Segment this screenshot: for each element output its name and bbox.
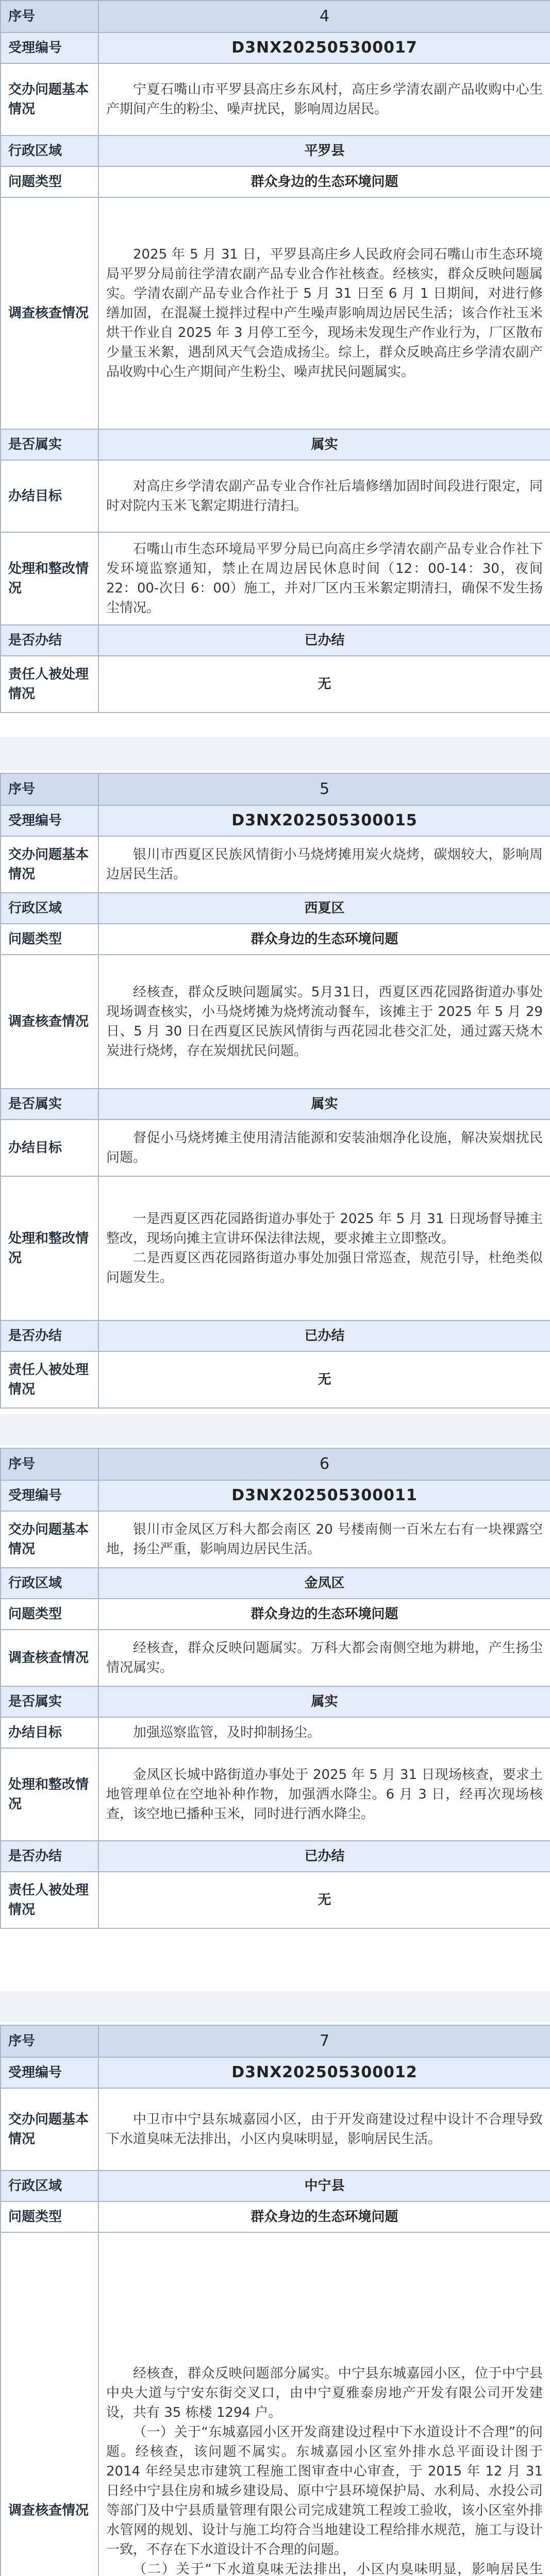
case-goal: 加强巡察监管，及时抑制扬尘。 — [98, 1717, 550, 1748]
case-closed: 已办结 — [98, 1320, 550, 1351]
case-investigation — [98, 2232, 550, 2576]
label-seq: 序号 — [1, 773, 98, 805]
case-closed: 已办结 — [98, 1841, 550, 1872]
label-issue: 交办问题基本情况 — [1, 1511, 98, 1568]
case-handling — [98, 1176, 550, 1320]
case-accountability: 无 — [98, 656, 550, 713]
case-region: 平罗县 — [98, 135, 550, 166]
label-investigation: 调查核查情况 — [1, 2232, 98, 2576]
label-type: 问题类型 — [1, 1599, 98, 1630]
handling-paragraph: 二是西夏区西花园路街道办事处加强日常巡查，规范引导，杜绝类似问题发生。 — [106, 1250, 543, 1285]
case-accountability: 无 — [98, 1351, 550, 1408]
investigation-paragraph: （一）关于“东城嘉园小区开发商建设过程中下水道设计不合理”的问题。经核查，该问题不属实。东城嘉园小区室外排水总平面设计图于 2014 年经吴忠市建筑工程施工图审查中心审查，于 2015 年 12 月 31 日经中宁县住房和城乡建设局、原中宁县环境保护局、水利局、水投公司等部门及中宁县质量管理有限公司完成建筑工程竣工验收，该小区室外排水管网的规划、设计与施工均符合当地建设工程给排水规范，施工与设计一致，不存在下水道设计不合理的问题。 — [106, 2425, 543, 2557]
label-accountability: 责任人被处理情况 — [1, 1351, 98, 1408]
label-investigation: 调查核查情况 — [1, 1630, 98, 1686]
case-card-4 — [0, 0, 550, 733]
label-handling: 处理和整改情况 — [1, 532, 98, 625]
case-table — [0, 773, 550, 1409]
case-investigation: 经核查，群众反映问题属实。5月31日，西夏区西花园路街道办事处现场调查核实，小马烧烤摊为烧烤流动餐车，该摊主于 2025 年 5 月 29 日、5 月 30 日在西夏区民族风情街与西花园北巷交汇处，通过露天烧木炭进行烧烤，存在炭烟扰民问题。 — [98, 955, 550, 1089]
label-handling: 处理和整改情况 — [1, 1176, 98, 1320]
case-handling: 金凤区长城中路街道办事处于 2025 年 5 月 31 日现场核查，要求土地管理单位在空地补种作物，加强洒水降尘。6 月 3 日，经再次现场核查，该空地已播种玉米，同时进行洒水降尘。 — [98, 1748, 550, 1841]
case-type: 群众身边的生态环境问题 — [98, 1599, 550, 1630]
label-closed: 是否办结 — [1, 625, 98, 656]
label-region: 行政区域 — [1, 135, 98, 166]
case-code: D3NX202505300017 — [98, 32, 550, 63]
label-type: 问题类型 — [1, 924, 98, 955]
case-table — [0, 0, 550, 713]
case-seq: 7 — [98, 2025, 550, 2057]
case-issue: 银川市西夏区民族风情街小马烧烤摊用炭火烧烤，碳烟较大，影响周边居民生活。 — [98, 836, 550, 893]
case-verified: 属实 — [98, 1089, 550, 1120]
label-type: 问题类型 — [1, 2201, 98, 2232]
label-region: 行政区域 — [1, 893, 98, 924]
label-investigation: 调查核查情况 — [1, 197, 98, 429]
case-verified: 属实 — [98, 1686, 550, 1717]
case-region: 中宁县 — [98, 2171, 550, 2201]
label-investigation: 调查核查情况 — [1, 955, 98, 1089]
case-code: D3NX202505300015 — [98, 805, 550, 836]
case-code: D3NX202505300012 — [98, 2057, 550, 2088]
case-accountability: 无 — [98, 1872, 550, 1928]
case-table — [0, 1448, 550, 1929]
case-goal: 对高庄乡学清农副产品专业合作社后墙修缮加固时间段进行限定，同时对院内玉米飞絮定期进行清扫。 — [98, 460, 550, 532]
case-type: 群众身边的生态环境问题 — [98, 924, 550, 955]
label-verified: 是否属实 — [1, 1686, 98, 1717]
case-investigation: 2025 年 5 月 31 日，平罗县高庄乡人民政府会同石嘴山市生态环境局平罗分局前往学清农副产品专业合作社核查。经核实，群众反映问题属实。学清农副产品专业合作社于 5 月 31 日至 6 月 1 日期间，对进行修缮加固，在混凝土搅拌过程中产生噪声影响周边居民生活；该合作社玉米烘干作业自 2025 年 3 月停工至今，现场未发现生产作业行为，厂区散布少量玉米絮，遇刮风天气会造成扬尘。综上，群众反映高庄乡学清农副产品收购中心生产期间产生粉尘、噪声扰民问题属实。 — [98, 197, 550, 429]
label-code: 受理编号 — [1, 32, 98, 63]
label-closed: 是否办结 — [1, 1320, 98, 1351]
label-code: 受理编号 — [1, 2057, 98, 2088]
case-issue: 中卫市中宁县东城嘉园小区，由于开发商建设过程中设计不合理导致下水道臭味无法排出，小区内臭味明显，影响居民生活。 — [98, 2088, 550, 2171]
case-issue: 银川市金凤区万科大都会南区 20 号楼南侧一百米左右有一块裸露空地，扬尘严重，影响周边居民生活。 — [98, 1511, 550, 1568]
case-card-7 — [0, 2025, 550, 2576]
case-issue: 宁夏石嘴山市平罗县高庄乡东风村，高庄乡学清农副产品收购中心生产期间产生的粉尘、噪声扰民，影响周边居民。 — [98, 63, 550, 135]
card-separator — [0, 1414, 550, 1445]
label-seq: 序号 — [1, 2025, 98, 2057]
case-card-6 — [0, 1448, 550, 1989]
case-handling: 石嘴山市生态环境局平罗分局已向高庄乡学清农副产品专业合作社下发环境监察通知，禁止在周边居民休息时间（12：00-14：30，夜间 22：00-次日 6：00）施工，并对厂区内玉米絮定期清扫，确保不发生扬尘情况。 — [98, 532, 550, 625]
card-separator — [0, 737, 550, 771]
label-issue: 交办问题基本情况 — [1, 836, 98, 893]
label-region: 行政区域 — [1, 2171, 98, 2201]
card-separator — [0, 1991, 550, 2022]
label-issue: 交办问题基本情况 — [1, 63, 98, 135]
label-issue: 交办问题基本情况 — [1, 2088, 98, 2171]
case-code: D3NX202505300011 — [98, 1480, 550, 1511]
case-seq: 4 — [98, 1, 550, 32]
case-card-5 — [0, 773, 550, 1412]
case-region: 西夏区 — [98, 893, 550, 924]
investigation-paragraph: （二）关于“下水道臭味无法排出，小区内臭味明显，影响居民生 — [133, 2562, 543, 2576]
label-goal: 办结目标 — [1, 1120, 98, 1176]
case-type: 群众身边的生态环境问题 — [98, 166, 550, 197]
label-accountability: 责任人被处理情况 — [1, 656, 98, 713]
label-code: 受理编号 — [1, 805, 98, 836]
label-handling: 处理和整改情况 — [1, 1748, 98, 1841]
label-goal: 办结目标 — [1, 460, 98, 532]
case-goal: 督促小马烧烤摊主使用清洁能源和安装油烟净化设施，解决炭烟扰民问题。 — [98, 1120, 550, 1176]
label-verified: 是否属实 — [1, 1089, 98, 1120]
case-region: 金凤区 — [98, 1568, 550, 1599]
label-type: 问题类型 — [1, 166, 98, 197]
label-accountability: 责任人被处理情况 — [1, 1872, 98, 1928]
label-goal: 办结目标 — [1, 1717, 98, 1748]
case-investigation: 经核查，群众反映问题属实。万科大都会南侧空地为耕地，产生扬尘情况属实。 — [98, 1630, 550, 1686]
label-closed: 是否办结 — [1, 1841, 98, 1872]
case-closed: 已办结 — [98, 625, 550, 656]
handling-paragraph: 一是西夏区西花园路街道办事处于 2025 年 5 月 31 日现场督导摊主整改，现场向摊主宣讲环保法律法规，要求摊主立即整改。 — [106, 1211, 543, 1246]
case-verified: 属实 — [98, 429, 550, 460]
case-seq: 5 — [98, 773, 550, 805]
case-table — [0, 2025, 550, 2576]
label-seq: 序号 — [1, 1448, 98, 1480]
label-seq: 序号 — [1, 1, 98, 32]
investigation-paragraph: 经核查，群众反映问题部分属实。中宁县东城嘉园小区，位于中宁县中央大道与宁安东街交叉口，由中宁夏雅泰房地产开发有限公司开发建设，共有 35 栋楼 1294 户。 — [106, 2366, 543, 2420]
case-type: 群众身边的生态环境问题 — [98, 2201, 550, 2232]
label-code: 受理编号 — [1, 1480, 98, 1511]
label-verified: 是否属实 — [1, 429, 98, 460]
label-region: 行政区域 — [1, 1568, 98, 1599]
case-seq: 6 — [98, 1448, 550, 1480]
